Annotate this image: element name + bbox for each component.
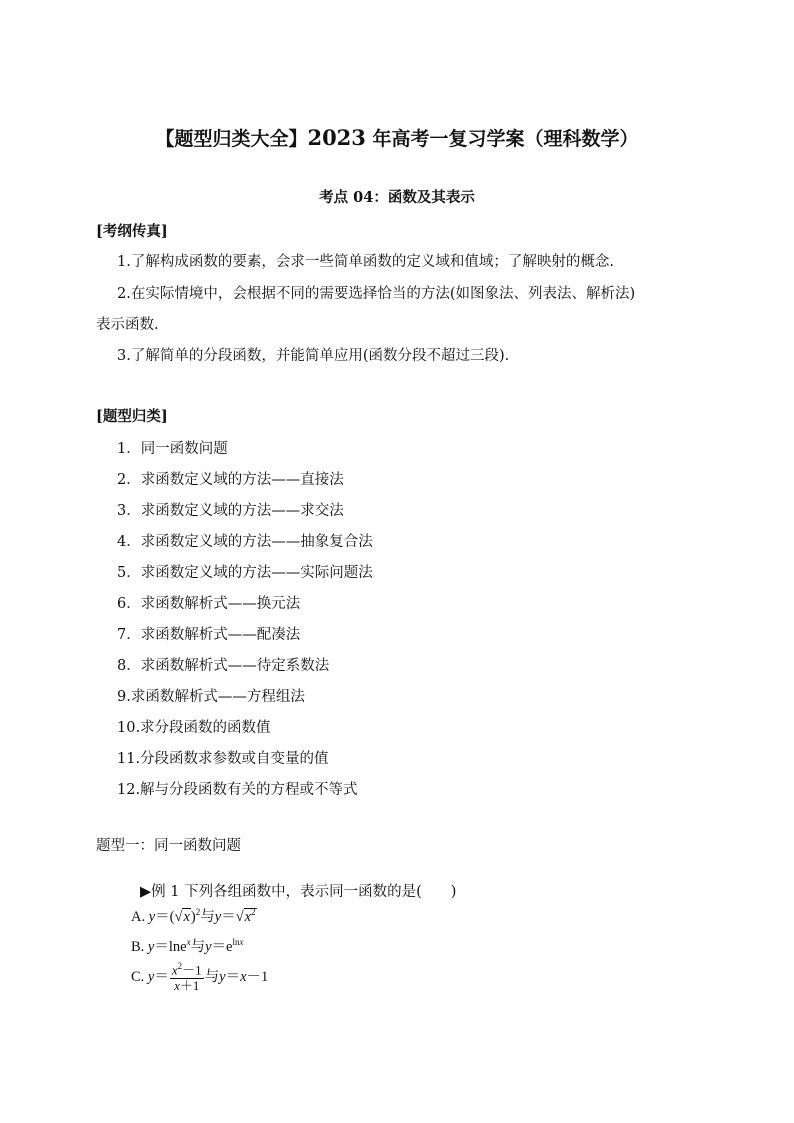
syllabus-heading: [考纲传真] — [96, 223, 168, 240]
page-subtitle: 考点 04：函数及其表示 — [319, 189, 475, 206]
list-item: 11.分段函数求参数或自变量的值 — [117, 751, 329, 767]
option-b: B. y＝lne$^x$与$y=e^{lnx}$ — [131, 937, 244, 955]
option-c: C. y＝ $\frac{x^2-1}{x+1}$ 与y＝x－1 — [131, 961, 269, 993]
option-a: A. $y=(√x)^2$与$y=√x^2$ — [131, 907, 256, 925]
option-b-label: B. — [131, 939, 145, 955]
list-item: 3．求函数定义域的方法——求交法 — [117, 503, 344, 519]
list-item: 6．求函数解析式——换元法 — [117, 596, 301, 612]
example-question: ▶例 1 下列各组函数中，表示同一函数的是( ) — [140, 884, 457, 900]
syllabus-item: 表示函数. — [96, 317, 159, 333]
list-item: 7．求函数解析式——配凑法 — [117, 627, 301, 643]
option-a-label: A. — [131, 909, 146, 925]
syllabus-item: 2.在实际情境中，会根据不同的需要选择恰当的方法(如图象法、列表法、解析法) — [117, 286, 636, 302]
list-item: 5．求函数定义域的方法——实际问题法 — [117, 565, 373, 581]
list-item: 12.解与分段函数有关的方程或不等式 — [117, 782, 358, 798]
sqrt-symbol: √x — [174, 909, 190, 925]
option-c-label: C. — [131, 968, 145, 985]
categories-heading: [题型归类] — [96, 408, 168, 425]
syllabus-item: 3.了解简单的分段函数，并能简单应用(函数分段不超过三段). — [117, 348, 510, 364]
list-item: 10.求分段函数的函数值 — [117, 720, 271, 736]
list-item: 1．同一函数问题 — [117, 441, 228, 457]
sqrt-symbol: $√x^2$ — [235, 907, 256, 925]
list-item: 9.求函数解析式——方程组法 — [117, 689, 305, 705]
list-item: 4．求函数定义域的方法——抽象复合法 — [117, 534, 373, 550]
syllabus-item: 1.了解构成函数的要素，会求一些简单函数的定义域和值域；了解映射的概念. — [117, 254, 614, 270]
list-item: 2．求函数定义域的方法——直接法 — [117, 472, 344, 488]
list-item: 8．求函数解析式——待定系数法 — [117, 658, 330, 674]
section-heading: 题型一：同一函数问题 — [96, 838, 241, 854]
page-title: 【题型归类大全】2023 年高考一复习学案（理科数学） — [155, 125, 639, 150]
fraction: $\frac{x^2-1}{x+1}$ — [171, 961, 202, 993]
